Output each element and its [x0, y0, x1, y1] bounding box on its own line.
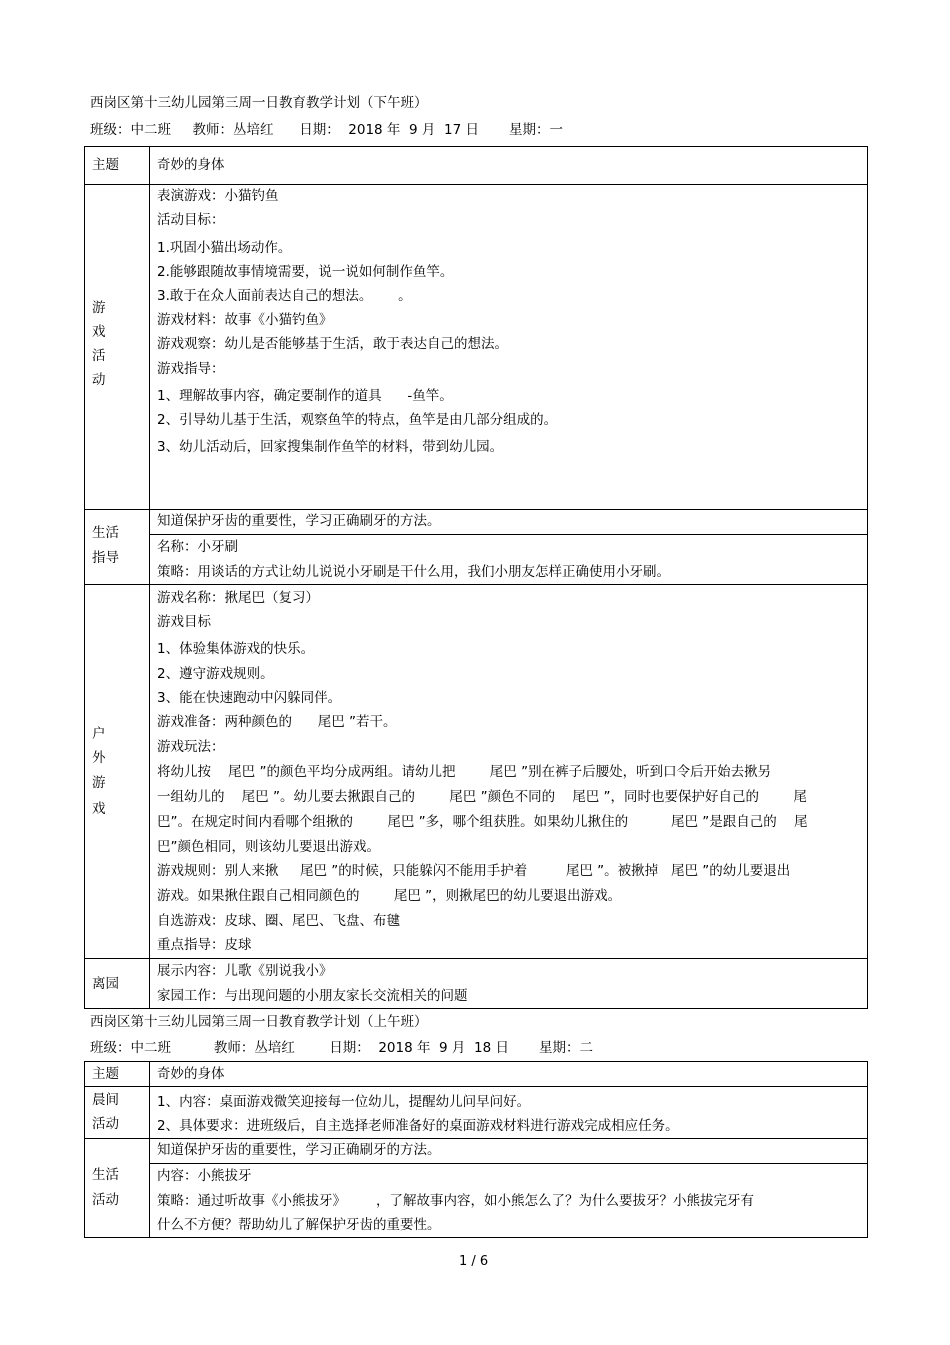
text-line: 3.敢于在众人面前表达自己的想法。 。: [157, 288, 412, 304]
text-line: 3、幼儿活动后，回家搜集制作鱼竿的材料，带到幼儿园。: [157, 439, 504, 455]
text-line: 游戏准备：两种颜色的 尾巴 ”若干。: [157, 714, 397, 730]
plan2-meta: 班级：中二班 教师：丛培红 日期： 2018 年 9 月 18 日 星期：二: [90, 1040, 594, 1056]
text-line: 游戏指导：: [157, 361, 225, 377]
plan2-life-strategy: 策略：通过听故事《小熊拔牙》 ，了解故事内容，如小熊怎么了？为什么要拔牙？小熊拔完牙有: [157, 1193, 755, 1209]
text-line: 游戏玩法：: [157, 739, 225, 755]
plan1-life-strategy: 策略：用谈话的方式让幼儿说说小牙刷是干什么用，我们小朋友怎样正确使用小牙刷。: [157, 564, 670, 580]
text-line: 表演游戏：小猫钓鱼: [157, 188, 279, 204]
plan1-leave-home: 家园工作：与出现问题的小朋友家长交流相关的问题: [157, 988, 468, 1004]
text-line: 游戏规则：别人来揪 尾巴 ”的时候，只能躲闪不能用手护着 尾巴 ”。被揪掉 尾巴 ”的幼儿要退出: [157, 863, 791, 879]
plan2-morning-line: 2、具体要求：进班级后，自主选择老师准备好的桌面游戏材料进行游戏完成相应任务。: [157, 1118, 679, 1134]
plan1-life-name: 名称：小牙刷: [157, 539, 238, 555]
text-line: 1、体验集体游戏的快乐。: [157, 641, 315, 657]
plan2-title: 西岗区第十三幼儿园第三周一日教育教学计划（上午班）: [90, 1014, 428, 1030]
plan2-life-content: 内容：小熊拔牙: [157, 1168, 252, 1184]
text-line: 1.巩固小猫出场动作。: [157, 240, 292, 256]
text-line: 巴”。在规定时间内看哪个组揪的 尾巴 ”多，哪个组获胜。如果幼儿揪住的 尾巴 ”是跟自己的 尾: [157, 814, 808, 830]
text-line: 重点指导：皮球: [157, 937, 252, 953]
plan2-theme-label: 主题: [92, 1066, 119, 1082]
plan1-leave-label: 离园: [92, 976, 119, 992]
plan2-life-goal: 知道保护牙齿的重要性，学习正确刷牙的方法。: [157, 1142, 441, 1158]
text-line: 游戏。如果揪住跟自己相同颜色的 尾巴 ”，则揪尾巴的幼儿要退出游戏。: [157, 888, 622, 904]
plan1-meta: 班级：中二班 教师：丛培红 日期： 2018 年 9 月 17 日 星期：一: [90, 122, 563, 138]
text-line: 游戏观察：幼儿是否能够基于生活，敢于表达自己的想法。: [157, 336, 508, 352]
plan1-title: 西岗区第十三幼儿园第三周一日教育教学计划（下午班）: [90, 95, 428, 111]
plan1-theme-value: 奇妙的身体: [157, 157, 225, 173]
plan2-morning-line: 1、内容：桌面游戏微笑迎接每一位幼儿，提醒幼儿问早问好。: [157, 1094, 531, 1110]
text-line: 1、理解故事内容，确定要制作的道具 -鱼竿。: [157, 388, 453, 404]
text-line: 3、能在快速跑动中闪躲同伴。: [157, 690, 342, 706]
text-line: 巴”颜色相同，则该幼儿要退出游戏。: [157, 839, 380, 855]
plan1-leave-show: 展示内容：儿歌《别说我小》: [157, 963, 333, 979]
text-line: 将幼儿按 尾巴 ”的颜色平均分成两组。请幼儿把 尾巴 ”别在裤子后腰处，听到口令后开始去揪另: [157, 764, 772, 780]
text-line: 游戏材料：故事《小猫钓鱼》: [157, 312, 333, 328]
plan2-theme-value: 奇妙的身体: [157, 1066, 225, 1082]
page-number: 1 / 6: [459, 1254, 489, 1269]
text-line: 游戏目标: [157, 614, 211, 630]
text-line: 游戏名称：揪尾巴（复习）: [157, 590, 319, 606]
text-line: 2.能够跟随故事情境需要，说一说如何制作鱼竿。: [157, 264, 454, 280]
text-line: 自选游戏：皮球、圈、尾巴、飞盘、布毽: [157, 913, 400, 929]
text-line: 活动目标：: [157, 212, 225, 228]
text-line: 2、引导幼儿基于生活，观察鱼竿的特点，鱼竿是由几部分组成的。: [157, 412, 558, 428]
text-line: 2、遵守游戏规则。: [157, 666, 274, 682]
plan1-life-goal: 知道保护牙齿的重要性，学习正确刷牙的方法。: [157, 513, 441, 529]
plan1-theme-label: 主题: [92, 157, 119, 173]
plan2-life-strategy-cont: 什么不方便？帮助幼儿了解保护牙齿的重要性。: [157, 1217, 441, 1233]
text-line: 一组幼儿的 尾巴 ”。幼儿要去揪跟自己的 尾巴 ”颜色不同的 尾巴 ”，同时也要保护好自己的 尾: [157, 789, 807, 805]
